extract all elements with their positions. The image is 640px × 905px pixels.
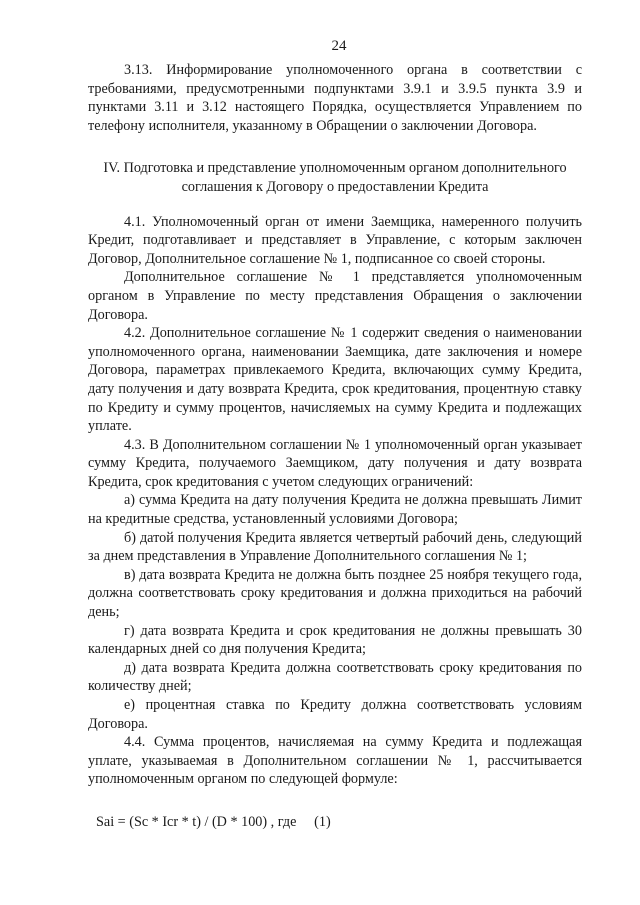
list-item-a: а) сумма Кредита на дату получения Кредита не должна превышать Лимит на кредитные средства, установленный условиями Договора;: [88, 492, 582, 528]
formula-expression: Sai = (Sc * Icr * t) / (D * 100) , где: [96, 813, 297, 830]
list-item-v: в) дата возврата Кредита не должна быть позднее 25 ноября текущего года, должна соответствовать сроку кредитования и должна приходиться на рабочий день;: [88, 566, 582, 621]
section-heading: IV. Подготовка и представление уполномоченным органом дополнительного соглашения к Договору о предоставлении Кредита: [103, 160, 567, 195]
paragraph-4-2: 4.2. Дополнительное соглашение № 1 содержит сведения о наименовании уполномоченного органа, наименовании Заемщика, дате заключения и номере Договора, параметрах привлекаемого Кредита, включающих сумму Кредита, дату получения и дату возврата Кредита, срок кредитования, процентную ставку по Кредиту и сумму процентов, начисляемых на сумму Кредита и подлежащих уплате.: [88, 325, 582, 435]
paragraph-4-3: 4.3. В Дополнительном соглашении № 1 уполномоченный орган указывает сумму Кредита, получаемого Заемщиком, дату получения и дату возврата Кредита, срок кредитования с учетом следующих ограничений:: [88, 436, 582, 490]
page-number: 24: [331, 38, 347, 54]
paragraph-4-1-continued: Дополнительное соглашение № 1 представляется уполномоченным органом в Управление по месту представления Обращения о заключении Договора.: [88, 269, 582, 323]
list-item-g: г) дата возврата Кредита и срок кредитования не должны превышать 30 календарных дней со дня получения Кредита;: [88, 622, 582, 658]
paragraph-3-13: 3.13. Информирование уполномоченного органа в соответствии с требованиями, предусмотренными подпунктами 3.9.1 и 3.9.5 пункта 3.9 и пунктами 3.11 и 3.12 настоящего Порядка, осуществляется Управлением по телефону исполнителя, указанному в Обращении о заключении Договора.: [88, 62, 582, 134]
list-item-b: б) датой получения Кредита является четвертый рабочий день, следующий за днем представления в Управление Дополнительного соглашения № 1;: [88, 529, 582, 565]
formula-line: [88, 813, 582, 832]
list-item-d: д) дата возврата Кредита должна соответствовать сроку кредитования по количеству дней;: [88, 659, 582, 695]
paragraph-4-1: 4.1. Уполномоченный орган от имени Заемщика, намеренного получить Кредит, подготавливает и представляет в Управление, с которым заключен Договор, Дополнительное соглашение № 1, подписанное со своей стороны.: [88, 213, 582, 267]
formula-number: (1): [314, 813, 331, 830]
paragraph-4-4: 4.4. Сумма процентов, начисляемая на сумму Кредита и подлежащая уплате, указываемая в Дополнительном соглашении № 1, рассчитывается уполномоченным органом по следующей формуле:: [88, 734, 582, 788]
list-item-e: е) процентная ставка по Кредиту должна соответствовать условиям Договора.: [88, 697, 582, 732]
